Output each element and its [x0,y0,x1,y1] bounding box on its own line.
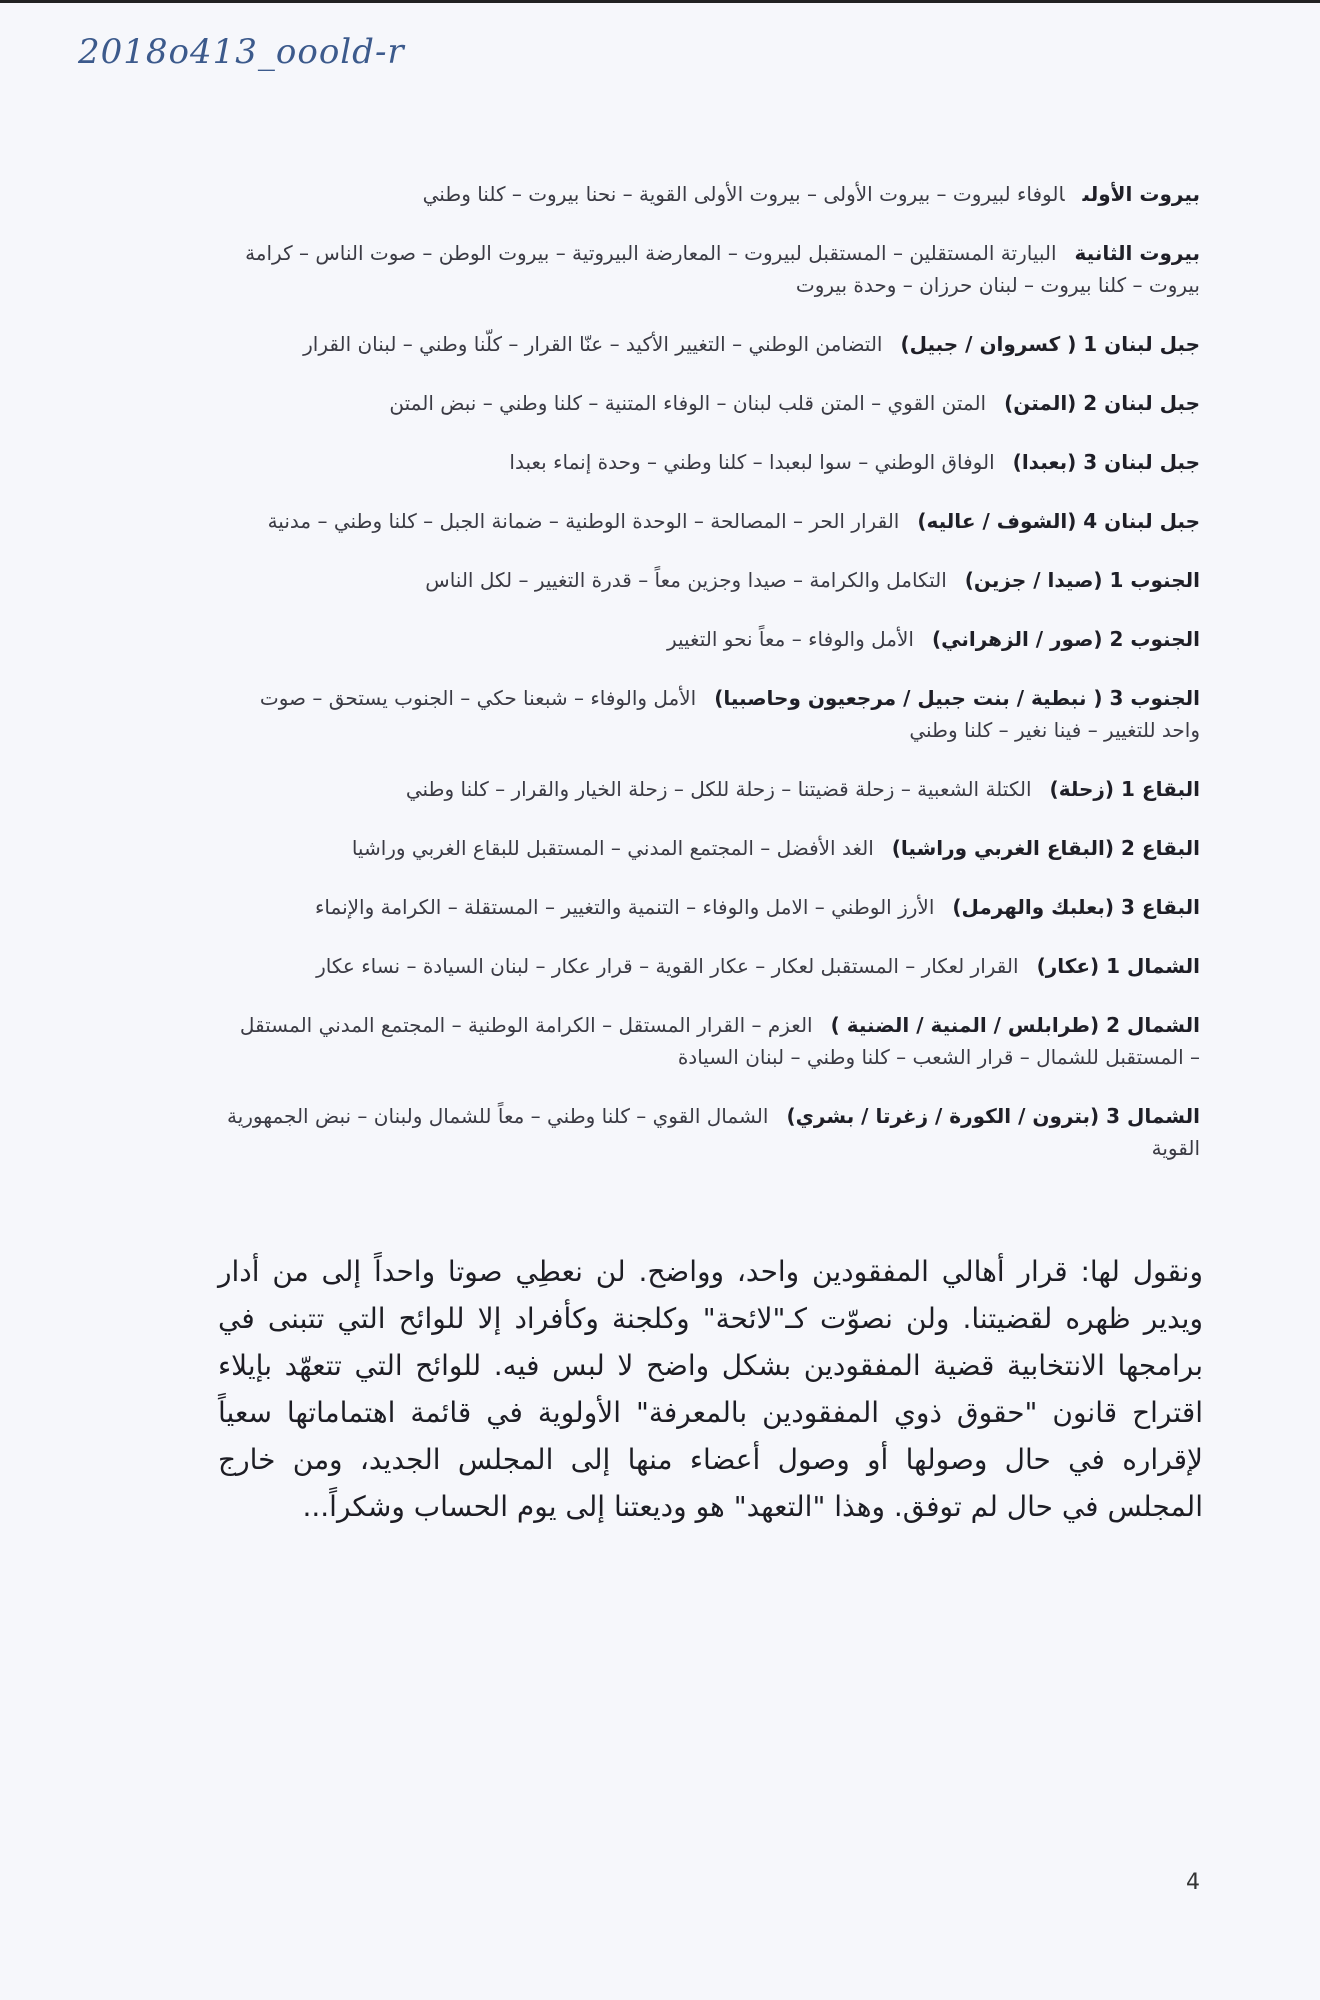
district-name: الشمال 2 (طرابلس / المنية / الضنية ) [830,1013,1200,1037]
district-row [225,950,1200,982]
district-electoral-lists: البيارتة المستقلين – المستقبل لبيروت – المعارضة البيروتية – بيروت الوطن – صوت الناس – كرامة بيروت – كلنا بيروت – لبنان حرزان – وحدة بيروت [245,241,1200,297]
district-name: البقاع 1 (زحلة) [1049,777,1200,801]
district-row [225,178,1200,210]
district-name: الشمال 3 (بترون / الكورة / زغرتا / بشري) [786,1104,1200,1128]
district-electoral-lists: الوفاق الوطني – سوا لبعبدا – كلنا وطني – وحدة إنماء بعبدا [509,450,995,474]
district-name: بيروت الثانية [1074,241,1200,265]
district-name: جبل لبنان 3 (بعبدا) [1012,450,1200,474]
district-electoral-lists: الكتلة الشعبية – زحلة قضيتنا – زحلة للكل – زحلة الخيار والقرار – كلنا وطني [405,777,1032,801]
district-row [225,682,1200,746]
closing-statement-paragraph: ونقول لها: قرار أهالي المفقودين واحد، وواضح. لن نعطِي صوتا واحداً إلى من أدار ويدير ظهره لقضيتنا. ولن نصوّت كـ"لائحة" وكلجنة وكأفراد إلا للوائح التي تتبنى في برامجها الانتخابية قضية المفقودين بشكل واضح لا لبس فيه. للوائح التي تتعهّد بإيلاء اقتراح قانون "حقوق ذوي المفقودين بالمعرفة" الأولوية في قائمة اهتماماتها سعياً لإقراره في حال وصولها أو وصول أعضاء منها إلى المجلس الجديد، ومن خارج المجلس في حال لم توفق. وهذا "التعهد" هو وديعتنا إلى يوم الحساب وشكراً... [218,1255,1203,1523]
district-row [225,623,1200,655]
district-electoral-lists: القرار لعكار – المستقبل لعكار – عكار القوية – قرار عكار – لبنان السيادة – نساء عكار [316,954,1019,978]
district-row [225,387,1200,419]
district-electoral-lists: الأمل والوفاء – معاً نحو التغيير [666,627,914,651]
handwritten-document-id: 2018o413_ooold-r [78,32,405,72]
district-row [225,832,1200,864]
district-electoral-lists: الشمال القوي – كلنا وطني – معاً للشمال ولبنان – نبض الجمهورية القوية [226,1104,1200,1160]
district-row [225,446,1200,478]
district-row [225,1009,1200,1073]
district-lists [225,178,1200,1191]
district-name: جبل لبنان 2 (المتن) [1004,391,1200,415]
district-row [225,328,1200,360]
district-row [225,505,1200,537]
district-electoral-lists: الوفاء لبيروت – بيروت الأولى – بيروت الأولى القوية – نحنا بيروت – كلنا وطني [422,182,1065,206]
district-electoral-lists: الأمل والوفاء – شبعنا حكي – الجنوب يستحق – صوت واحد للتغيير – فينا نغير – كلنا وطني [259,686,1200,742]
district-name: بيروت الأولى [1082,182,1200,206]
district-name: الشمال 1 (عكار) [1036,954,1200,978]
district-electoral-lists: التكامل والكرامة – صيدا وجزين معاً – قدرة التغيير – لكل الناس [425,568,947,592]
district-row [225,564,1200,596]
district-name: الجنوب 1 (صيدا / جزين) [964,568,1200,592]
page-number: 4 [1186,1870,1200,1895]
district-electoral-lists: الغد الأفضل – المجتمع المدني – المستقبل للبقاع الغربي وراشيا [351,836,874,860]
district-name: البقاع 2 (البقاع الغربي وراشيا) [891,836,1200,860]
district-name: جبل لبنان 4 (الشوف / عاليه) [917,509,1200,533]
district-electoral-lists: التضامن الوطني – التغيير الأكيد – عنّا القرار – كلّنا وطني – لبنان القرار [303,332,883,356]
district-row [225,773,1200,805]
district-name: جبل لبنان 1 ( كسروان / جبيل) [900,332,1200,356]
district-row [225,891,1200,923]
district-electoral-lists: المتن القوي – المتن قلب لبنان – الوفاء المتنية – كلنا وطني – نبض المتن [389,391,987,415]
district-name: الجنوب 2 (صور / الزهراني) [931,627,1200,651]
district-row [225,1100,1200,1164]
district-electoral-lists: القرار الحر – المصالحة – الوحدة الوطنية – ضمانة الجبل – كلنا وطني – مدنية [267,509,900,533]
top-border-line [0,0,1320,3]
district-electoral-lists: العزم – القرار المستقل – الكرامة الوطنية – المجتمع المدني المستقل – المستقبل للشمال – قرار الشعب – كلنا وطني – لبنان السيادة [239,1013,1200,1069]
district-name: البقاع 3 (بعلبك والهرمل) [952,895,1200,919]
district-row [225,237,1200,301]
district-electoral-lists: الأرز الوطني – الامل والوفاء – التنمية والتغيير – المستقلة – الكرامة والإنماء [315,895,935,919]
district-name: الجنوب 3 ( نبطية / بنت جبيل / مرجعيون وحاصبيا) [714,686,1200,710]
